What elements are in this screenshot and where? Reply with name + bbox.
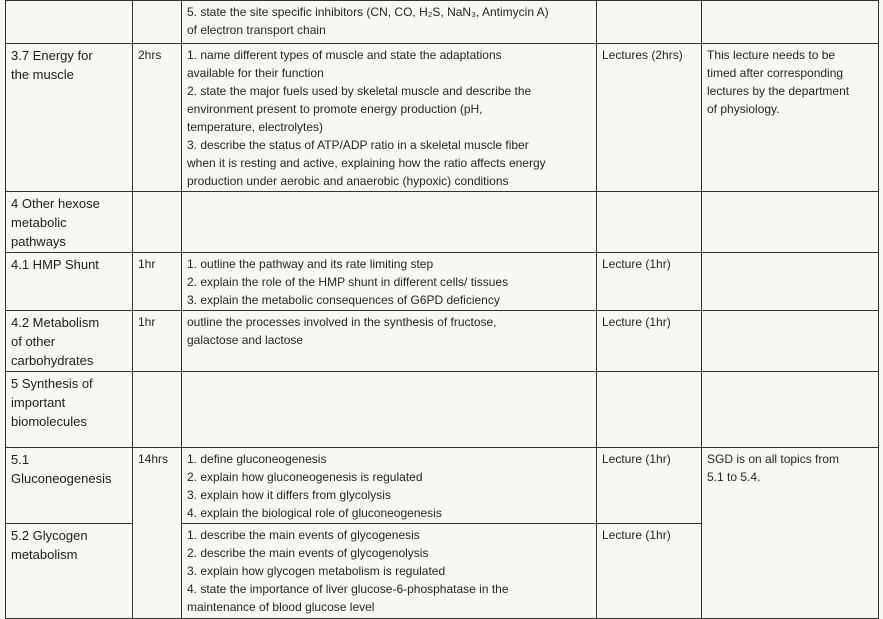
objective-line: maintenance of blood glucose level (187, 600, 375, 614)
topic-line: carbohydrates (11, 353, 94, 368)
objectives-cell (182, 372, 597, 448)
remark-line: lectures by the department (707, 84, 850, 98)
objectives-cell (182, 448, 597, 524)
topic-line: of other (11, 334, 56, 349)
topic-cell (6, 448, 133, 524)
topic-line: Gluconeogenesis (11, 471, 112, 486)
teaching-method-cell: Lecture (1hr) (597, 253, 702, 311)
objectives-cell (182, 524, 597, 619)
remarks-cell (702, 253, 879, 311)
objective-line: 2. explain the role of the HMP shunt in different cells/ tissues (187, 275, 509, 289)
topic-line: pathways (11, 234, 66, 249)
objective-line: production under aerobic and anaerobic (hypoxic) conditions (187, 174, 509, 188)
table-row (6, 192, 879, 253)
objectives-cell (182, 1, 597, 44)
duration-cell (133, 372, 182, 448)
objective-line: 1. name different types of muscle and state the adaptations (187, 48, 502, 62)
topic-cell (6, 311, 133, 372)
teaching-method-cell: Lecture (1hr) (597, 448, 702, 524)
objectives-cell (182, 311, 597, 372)
remark-line: of physiology. (707, 102, 780, 116)
table-row (6, 372, 879, 448)
objective-line: environment present to promote energy production (pH, (187, 102, 483, 116)
topic-line: biomolecules (11, 414, 87, 429)
duration-cell (133, 192, 182, 253)
topic-line: important (11, 395, 66, 410)
remark-line: SGD is on all topics from (707, 452, 840, 466)
duration-cell: 1hr (133, 253, 182, 311)
objective-line: 3. describe the status of ATP/ADP ratio in a skeletal muscle fiber (187, 138, 529, 152)
topic-line: the muscle (11, 67, 74, 82)
remarks-cell (702, 311, 879, 372)
teaching-method-cell (597, 372, 702, 448)
remark-line: 5.1 to 5.4. (707, 470, 761, 484)
topic-cell (6, 1, 133, 44)
remarks-cell (702, 448, 879, 619)
teaching-method-cell (597, 1, 702, 44)
objective-line: 3. explain the metabolic consequences of G6PD deficiency (187, 293, 500, 307)
table-row (6, 448, 879, 524)
topic-cell (6, 253, 133, 311)
objective-line: available for their function (187, 66, 324, 80)
objective-line: of electron transport chain (187, 23, 326, 37)
duration-cell: 14hrs (133, 448, 182, 619)
topic-line: 5.2 Glycogen (11, 528, 88, 543)
objective-line: 4. state the importance of liver glucose-6-phosphatase in the (187, 582, 509, 596)
objective-line: 1. define gluconeogenesis (187, 452, 327, 466)
teaching-method-cell: Lecture (1hr) (597, 524, 702, 619)
topic-line: metabolism (11, 547, 78, 562)
topic-line: 4.2 Metabolism (11, 315, 100, 330)
teaching-method-cell: Lecture (1hr) (597, 311, 702, 372)
topic-cell (6, 524, 133, 619)
curriculum-table (5, 0, 879, 619)
duration-cell (133, 1, 182, 44)
objective-line: outline the processes involved in the synthesis of fructose, (187, 315, 497, 329)
objective-line: galactose and lactose (187, 333, 304, 347)
topic-line: 5 Synthesis of (11, 376, 93, 391)
curriculum-table-body (6, 1, 879, 619)
table-row (6, 1, 879, 44)
topic-line: 5.1 (11, 452, 30, 467)
topic-line: 3.7 Energy for (11, 48, 93, 63)
objective-line: 5. state the site specific inhibitors (CN, CO, H₂S, NaN₃, Antimycin A) (187, 5, 549, 19)
objective-line: 1. describe the main events of glycogenesis (187, 528, 420, 542)
duration-cell: 2hrs (133, 44, 182, 192)
topic-line: 4 Other hexose (11, 196, 100, 211)
topic-cell (6, 372, 133, 448)
objective-line: when it is resting and active, explaining how the ratio affects energy (187, 156, 546, 170)
objective-line: 2. explain how gluconeogenesis is regulated (187, 470, 423, 484)
topic-cell (6, 192, 133, 253)
topic-cell (6, 44, 133, 192)
objective-line: 2. describe the main events of glycogenolysis (187, 546, 429, 560)
objective-line: 2. state the major fuels used by skeletal muscle and describe the (187, 84, 532, 98)
objective-line: 4. explain the biological role of gluconeogenesis (187, 506, 442, 520)
remarks-cell (702, 372, 879, 448)
objectives-cell (182, 44, 597, 192)
teaching-method-cell: Lectures (2hrs) (597, 44, 702, 192)
topic-line: metabolic (11, 215, 67, 230)
remarks-cell (702, 44, 879, 192)
topic-line: 4.1 HMP Shunt (11, 257, 99, 272)
remark-line: This lecture needs to be (707, 48, 836, 62)
objective-line: 3. explain how glycogen metabolism is regulated (187, 564, 446, 578)
remarks-cell (702, 192, 879, 253)
table-row (6, 253, 879, 311)
objective-line: 3. explain how it differs from glycolysis (187, 488, 391, 502)
remarks-cell (702, 1, 879, 44)
remark-line: timed after corresponding (707, 66, 844, 80)
duration-cell: 1hr (133, 311, 182, 372)
objectives-cell (182, 253, 597, 311)
teaching-method-cell (597, 192, 702, 253)
table-row (6, 311, 879, 372)
objective-line: 1. outline the pathway and its rate limiting step (187, 257, 434, 271)
objective-line: temperature, electrolytes) (187, 120, 324, 134)
table-row (6, 44, 879, 192)
objectives-cell (182, 192, 597, 253)
